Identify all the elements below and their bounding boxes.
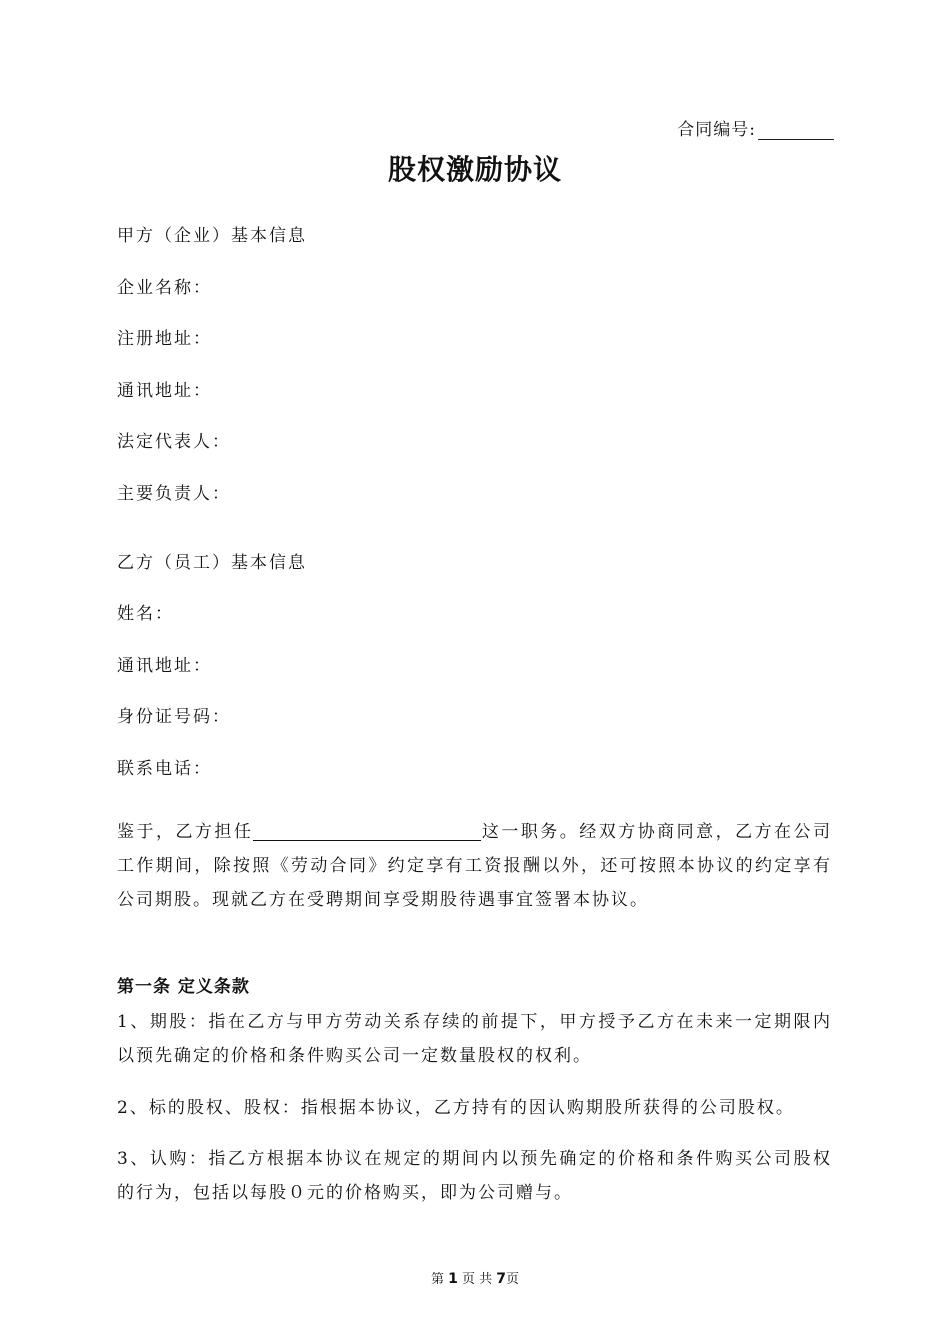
party-a-field-principal: 主要负责人： [117, 484, 231, 504]
party-b-field-phone: 联系电话： [117, 759, 212, 779]
footer-suffix: 页 [506, 1272, 520, 1287]
contract-number-label: 合同编号: [677, 120, 756, 140]
article-1-heading: 第一条 定义条款 [117, 977, 250, 997]
footer-page-number: 1 [448, 1271, 458, 1287]
contract-number-blank [758, 121, 834, 140]
preamble-before-blank: 鉴于，乙方担任 [117, 822, 254, 842]
position-blank [253, 818, 481, 841]
party-a-heading: 甲方（企业）基本信息 [117, 226, 307, 246]
party-a-field-legal-representative: 法定代表人： [117, 432, 231, 452]
footer-prefix: 第 [430, 1272, 444, 1287]
contract-number [677, 115, 834, 140]
party-a-field-company-name: 企业名称： [117, 278, 212, 298]
party-a-field-mailing-address: 通讯地址： [117, 381, 212, 401]
article-1-item-3: 3、认购：指乙方根据本协议在规定的期间内以预先确定的价格和条件购买公司股权的行为，包括以每股０元的价格购买，即为公司赠与。 [117, 1149, 832, 1203]
preamble-paragraph [117, 815, 832, 917]
footer-middle: 页 共 [462, 1272, 493, 1287]
party-b-field-name: 姓名： [117, 604, 174, 624]
party-b-heading: 乙方（员工）基本信息 [117, 553, 307, 573]
article-1-item-1: 1、期股：指在乙方与甲方劳动关系存续的前提下，甲方授予乙方在未来一定期限内以预先确定的价格和条件购买公司一定数量股权的权利。 [117, 1012, 832, 1066]
party-b-field-mailing-address: 通讯地址： [117, 656, 212, 676]
party-b-field-id-number: 身份证号码： [117, 707, 231, 727]
article-1-item-2: 2、标的股权、股权：指根据本协议，乙方持有的因认购期股所获得的公司股权。 [117, 1098, 795, 1118]
preamble-after-blank: 这一职务。经双方协商同意，乙方在公司工作期间，除按照《劳动合同》约定享有工资报酬以外，还可按照本协议的约定享有公司期股。现就乙方在受聘期间享受期股待遇事宜签署本协议。 [117, 822, 833, 910]
party-a-field-registered-address: 注册地址： [117, 329, 212, 349]
document-title: 股权激励协议 [387, 153, 562, 186]
page-footer [0, 1268, 950, 1287]
footer-total-pages: 7 [496, 1271, 507, 1287]
